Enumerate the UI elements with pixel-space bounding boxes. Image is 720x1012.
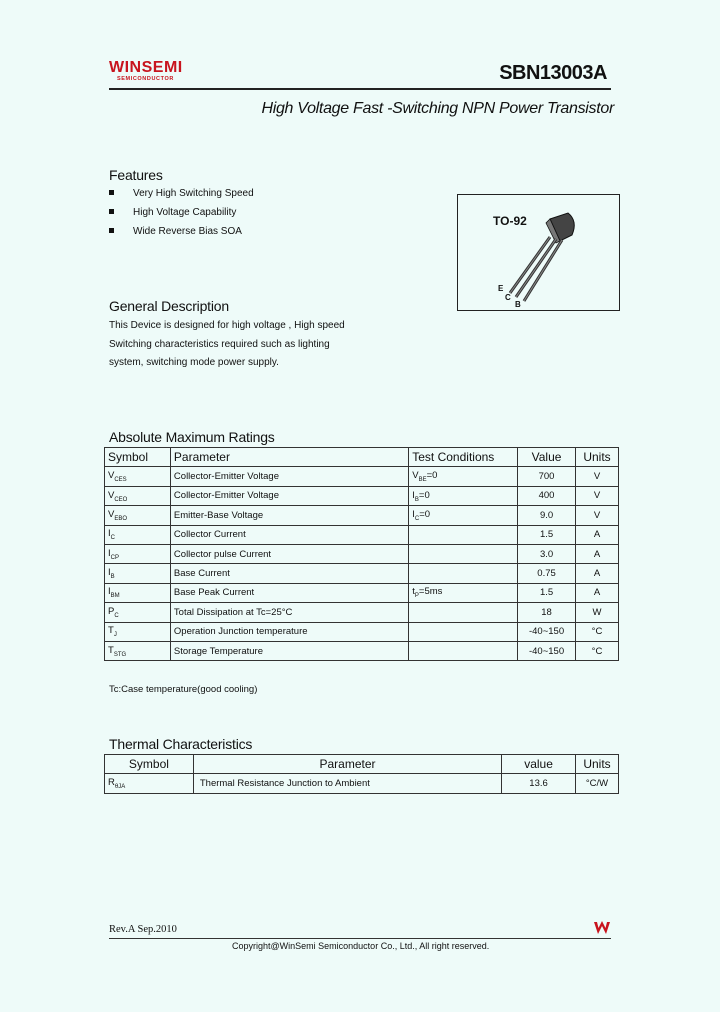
unit-cell: °C/W	[575, 774, 618, 793]
symbol-cell: $I_C$	[105, 525, 171, 544]
table-row	[105, 506, 619, 525]
condition-cell	[409, 544, 518, 563]
table-header-row: Symbol Parameter Test Conditions Value Units	[105, 448, 619, 467]
table-row	[105, 564, 619, 583]
parameter-cell: Collector-Emitter Voltage	[170, 486, 408, 505]
features-heading: Features	[109, 167, 163, 183]
unit-cell: V	[576, 506, 619, 525]
value-cell: 0.75	[518, 564, 576, 583]
table-note: Tc:Case temperature(good cooling)	[109, 684, 258, 695]
symbol-cell: $T_{STG}$	[105, 641, 171, 660]
value-cell: 1.5	[518, 583, 576, 602]
value-cell: 3.0	[518, 544, 576, 563]
thermal-table	[104, 754, 619, 794]
table-row	[105, 774, 619, 793]
value-cell: 18	[518, 603, 576, 622]
bullet-icon	[109, 190, 114, 195]
thermal-heading: Thermal Characteristics	[109, 736, 253, 752]
symbol-cell: $I_{BM}$	[105, 583, 171, 602]
unit-cell: A	[576, 583, 619, 602]
parameter-cell: Base Peak Current	[170, 583, 408, 602]
symbol-cell: $I_{CP}$	[105, 544, 171, 563]
part-number: SBN13003A	[499, 62, 607, 84]
symbol-cell: $I_B$	[105, 564, 171, 583]
unit-cell: A	[576, 525, 619, 544]
bullet-icon	[109, 228, 114, 233]
table-row	[105, 603, 619, 622]
package-box	[457, 194, 620, 311]
table-row	[105, 641, 619, 660]
winsemi-w-logo-icon	[593, 920, 611, 936]
parameter-cell: Thermal Resistance Junction to Ambient	[193, 774, 501, 793]
logo-tagline: SEMICONDUCTOR	[117, 76, 174, 82]
table-row	[105, 622, 619, 641]
value-cell: -40~150	[518, 641, 576, 660]
table-row	[105, 525, 619, 544]
package-label: TO-92	[493, 214, 527, 228]
value-cell: -40~150	[518, 622, 576, 641]
condition-cell	[409, 564, 518, 583]
table-header-row: Symbol Parameter value Units	[105, 755, 619, 774]
condition-cell	[409, 622, 518, 641]
footer-divider	[109, 938, 611, 939]
abs-max-heading: Absolute Maximum Ratings	[109, 429, 275, 445]
to92-package-icon	[498, 209, 588, 309]
abs-max-table	[104, 447, 619, 661]
symbol-cell: $R_{\theta JA}$	[105, 774, 194, 793]
table-row	[105, 544, 619, 563]
condition-cell	[409, 603, 518, 622]
feature-item: High Voltage Capability	[109, 207, 236, 218]
condition-cell: $V_{BE}=0$	[409, 467, 518, 486]
table-row	[105, 486, 619, 505]
description-heading: General Description	[109, 298, 229, 314]
parameter-cell: Collector pulse Current	[170, 544, 408, 563]
value-cell: 700	[518, 467, 576, 486]
parameter-cell: Storage Temperature	[170, 641, 408, 660]
feature-item: Very High Switching Speed	[109, 188, 254, 199]
value-cell: 9.0	[518, 506, 576, 525]
unit-cell: W	[576, 603, 619, 622]
symbol-cell: $V_{CEO}$	[105, 486, 171, 505]
condition-cell	[409, 525, 518, 544]
value-cell: 400	[518, 486, 576, 505]
table-row	[105, 467, 619, 486]
parameter-cell: Operation Junction temperature	[170, 622, 408, 641]
revision-text: Rev.A Sep.2010	[109, 924, 177, 935]
condition-cell: $t_P=5ms$	[409, 583, 518, 602]
value-cell: 1.5	[518, 525, 576, 544]
pin-label-c: C	[505, 293, 511, 302]
header-divider	[109, 88, 611, 90]
parameter-cell: Collector-Emitter Voltage	[170, 467, 408, 486]
unit-cell: A	[576, 564, 619, 583]
symbol-cell: $V_{CES}$	[105, 467, 171, 486]
parameter-cell: Collector Current	[170, 525, 408, 544]
bullet-icon	[109, 209, 114, 214]
condition-cell: $I_C=0$	[409, 506, 518, 525]
feature-item: Wide Reverse Bias SOA	[109, 226, 242, 237]
unit-cell: °C	[576, 641, 619, 660]
symbol-cell: $V_{EBO}$	[105, 506, 171, 525]
unit-cell: V	[576, 486, 619, 505]
symbol-cell: $P_C$	[105, 603, 171, 622]
symbol-cell: $T_J$	[105, 622, 171, 641]
copyright-text: Copyright@WinSemi Semiconductor Co., Ltd., All right reserved.	[232, 941, 490, 951]
unit-cell: A	[576, 544, 619, 563]
description-text: This Device is designed for high voltage , High speed Switching characteristics required such as lighting system, switching mode power supply.	[109, 320, 345, 368]
logo-wordmark: WINSEMI	[109, 59, 183, 76]
pin-label-e: E	[498, 284, 504, 293]
parameter-cell: Total Dissipation at Tc=25°C	[170, 603, 408, 622]
product-subtitle: High Voltage Fast -Switching NPN Power Transistor	[261, 100, 614, 117]
unit-cell: V	[576, 467, 619, 486]
parameter-cell: Base Current	[170, 564, 408, 583]
condition-cell	[409, 641, 518, 660]
pin-label-b: B	[515, 300, 521, 309]
parameter-cell: Emitter-Base Voltage	[170, 506, 408, 525]
table-row	[105, 583, 619, 602]
value-cell: 13.6	[502, 774, 576, 793]
winsemi-logo	[109, 60, 183, 83]
condition-cell: $I_B=0$	[409, 486, 518, 505]
unit-cell: °C	[576, 622, 619, 641]
